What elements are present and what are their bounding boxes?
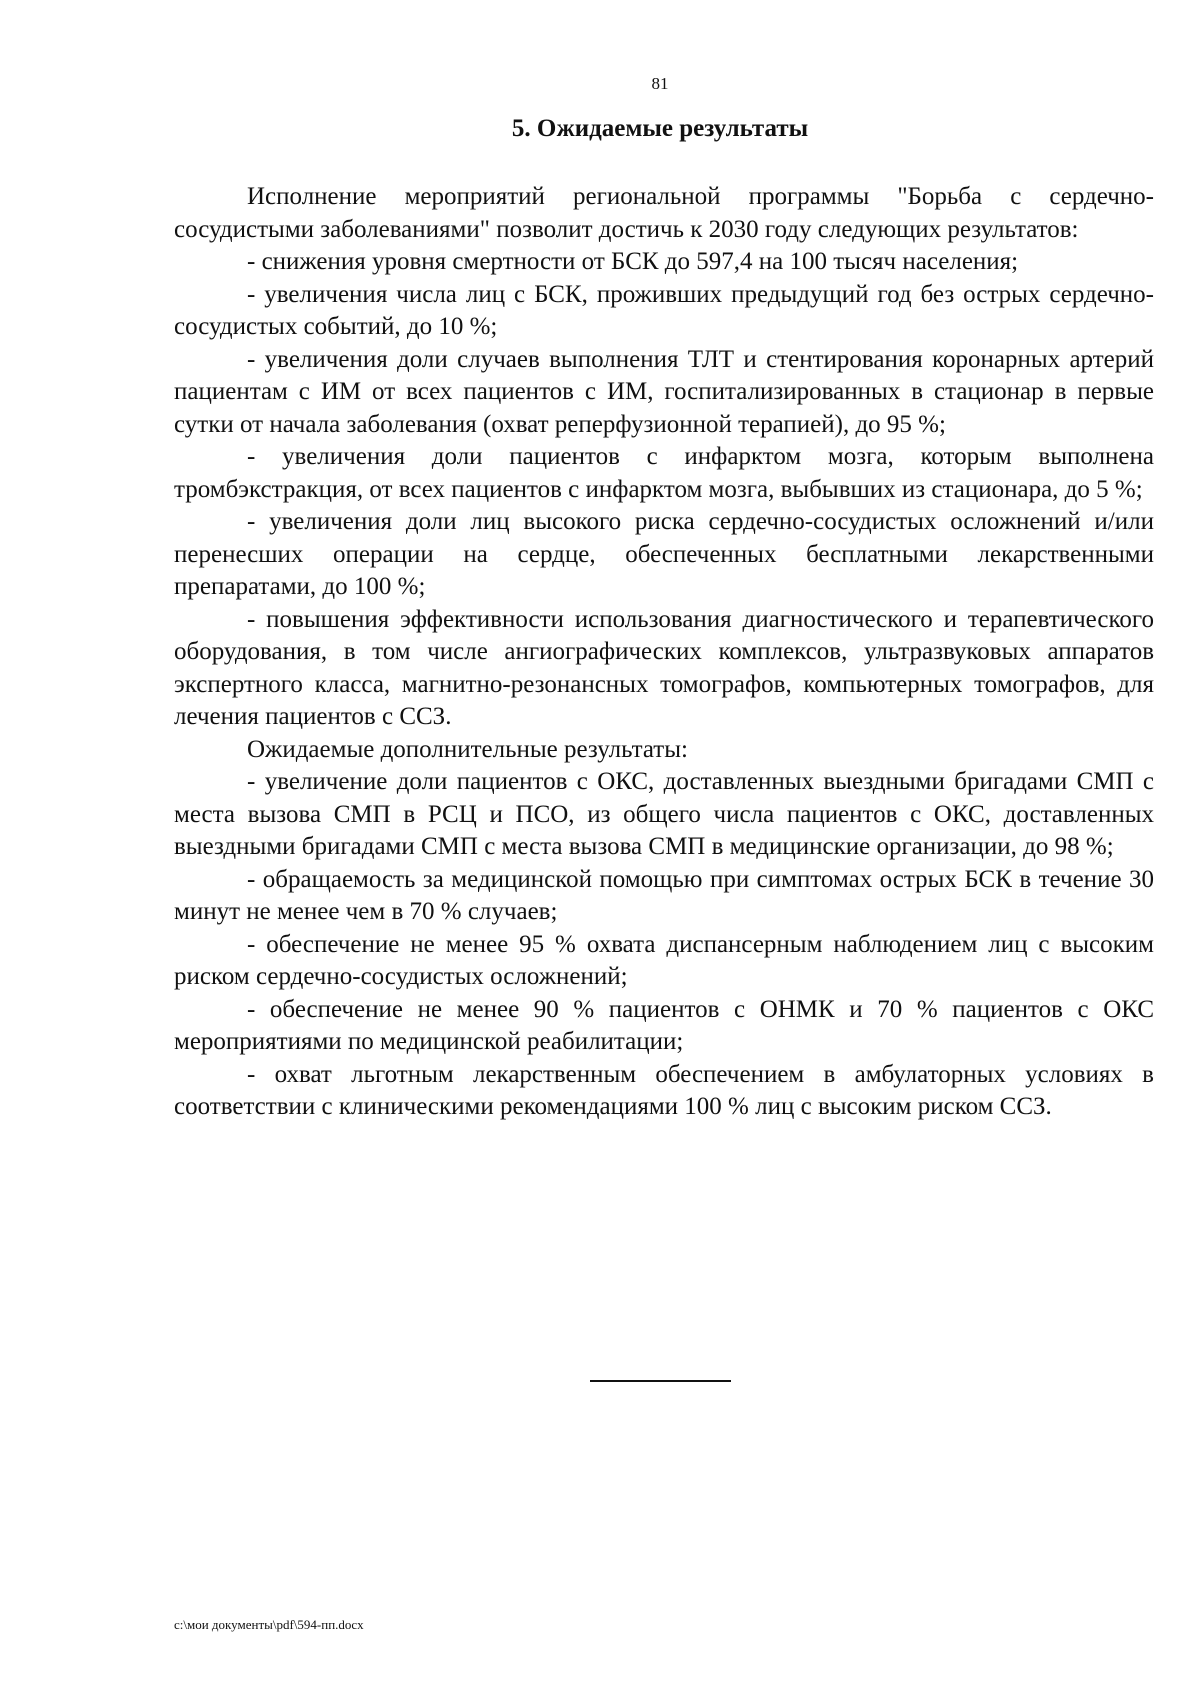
paragraph-item: - увеличения доли лиц высокого риска сердечно-сосудистых осложнений и/или перенесших операции на сердце, обеспеченных бесплатными лекарственными препаратами, до 100 %; (174, 508, 1154, 600)
section-separator-line (590, 1380, 731, 1382)
paragraph-item: - обеспечение не менее 90 % пациентов с ОНМК и 70 % пациентов с ОКС мероприятиями по медицинской реабилитации; (174, 995, 1154, 1055)
paragraph-item: - снижения уровня смертности от БСК до 597,4 на 100 тысяч населения; (247, 248, 1019, 275)
paragraph-item: - повышения эффективности использования диагностического и терапевтического оборудования, в том числе ангиографических комплексов, ультразвуковых аппаратов экспертного класса, магнитно-резонансных томографов, компьютерных томографов, для лечения пациентов с ССЗ. (174, 605, 1154, 730)
paragraph-item: - увеличения доли случаев выполнения ТЛТ и стентирования коронарных артерий пациентам с ИМ от всех пациентов с ИМ, госпитализированных в стационар в первые сутки от начала заболевания (охват реперфузионной терапией), до 95 %; (174, 345, 1154, 438)
section-heading: 5. Ожидаемые результаты (511, 115, 809, 142)
body-text (174, 181, 1154, 1124)
paragraph-item: - обращаемость за медицинской помощью при симптомах острых БСК в течение 30 минут не менее чем в 70 % случаев; (174, 865, 1154, 925)
paragraph-intro: Исполнение мероприятий региональной программы "Борьба с сердечно-сосудистыми заболеваниями" позволит достичь к 2030 году следующих результатов: (174, 183, 1154, 243)
paragraph-item: - увеличения доли пациентов с инфарктом мозга, которым выполнена тромбэкстракция, от всех пациентов с инфарктом мозга, выбывших из стационара, до 5 %; (174, 443, 1154, 503)
paragraph-item: - увеличения числа лиц с БСК, проживших предыдущий год без острых сердечно-сосудистых событий, до 10 %; (174, 280, 1154, 340)
paragraph-subheading: Ожидаемые дополнительные результаты: (247, 735, 688, 763)
footer-file-path: c:\мои документы\pdf\594-пп.docx (174, 1617, 364, 1632)
paragraph-item: - охват льготным лекарственным обеспечением в амбулаторных условиях в соответствии с клиническими рекомендациями 100 % лиц с высоким риском ССЗ. (174, 1060, 1154, 1120)
page-number: 81 (651, 74, 669, 93)
paragraph-item: - обеспечение не менее 95 % охвата диспансерным наблюдением лиц с высоким риском сердечно-сосудистых осложнений; (174, 930, 1154, 990)
paragraph-item: - увеличение доли пациентов с ОКС, доставленных выездными бригадами СМП с места вызова СМП в РСЦ и ПСО, из общего числа пациентов с ОКС, доставленных выездными бригадами СМП с места вызова СМП в медицинские организации, до 98 %; (174, 768, 1154, 860)
